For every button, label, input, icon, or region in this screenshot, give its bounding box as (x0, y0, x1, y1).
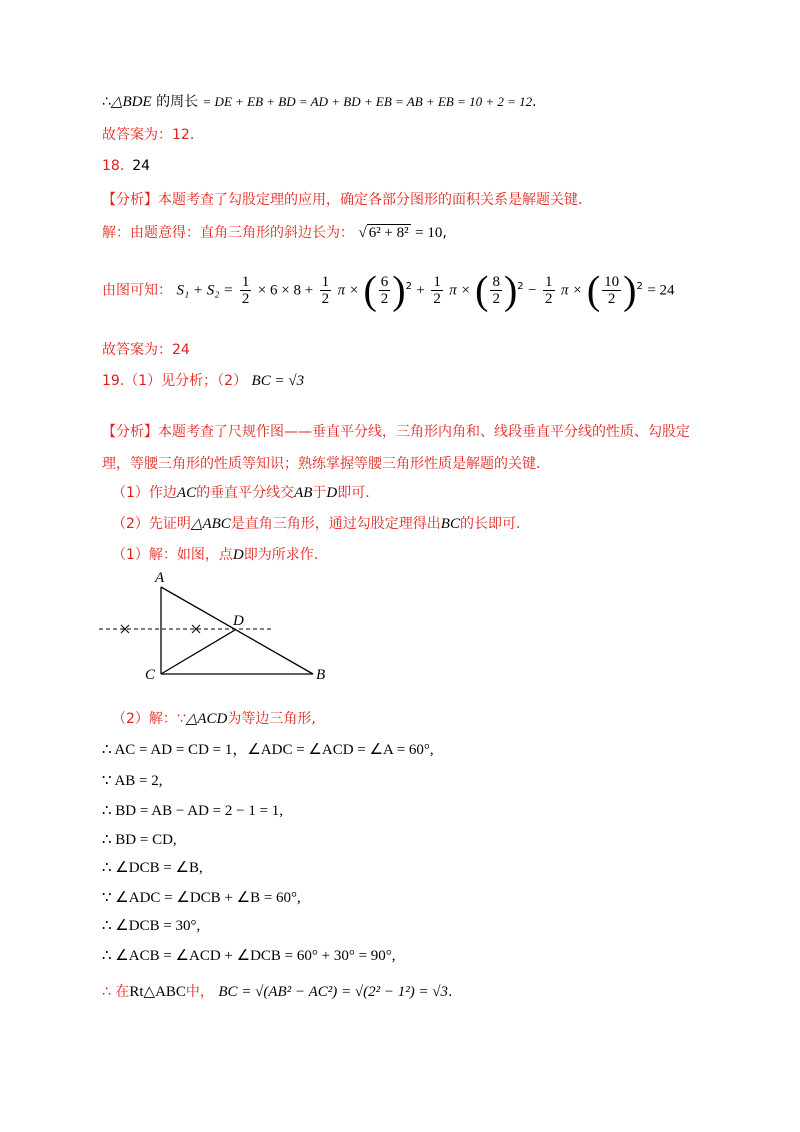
q18-answer: 故答案为：24 (102, 342, 190, 358)
q18-analysis: 【分析】本题考查了勾股定理的应用，确定各部分图形的面积关系是解题关键. (102, 192, 583, 208)
p2-line7: ∴ ∠DCB = 30°, (102, 918, 201, 934)
answer-line-17: 故答案为：12. (102, 127, 195, 143)
p2-line6: ∵ ∠ADC = ∠DCB + ∠B = 60°, (102, 890, 301, 906)
q18-solution: 解：由题意得：直角三角形的斜边长为： √ 6² + 8² = 10, (102, 225, 447, 241)
segment-cd (161, 630, 235, 674)
q19-step1: （1）作边AC的垂直平分线交AB于D即可. (112, 485, 370, 501)
p2-line4: ∴ BD = CD, (102, 832, 177, 848)
p2-line0: （2）解：∵△ACD为等边三角形, (112, 711, 316, 727)
label-b: B (316, 667, 326, 683)
q19-step2: （2）先证明△ABC是直角三角形，通过勾股定理得出BC的长即可. (112, 516, 521, 532)
q19-part1-solution: （1）解：如图，点D即为所求作. (112, 547, 319, 563)
question-19-head: 19.（1）见分析；（2） BC = √3 (102, 373, 305, 389)
label-a: A (155, 570, 165, 586)
p2-line2: ∵ AB = 2, (102, 773, 163, 789)
p2-line8: ∴ ∠ACB = ∠ACD + ∠DCB = 60° + 30° = 90°, (102, 948, 396, 964)
perimeter-line: ∴△BDE 的周长 = DE + EB + BD = AD + BD + EB = AB + EB = 10 + 2 = 12. (102, 94, 537, 110)
label-d: D (233, 613, 244, 629)
p2-line5: ∴ ∠DCB = ∠B, (102, 860, 203, 876)
q18-figure-formula: 由图可知： S₁ + S₂ = $\frac{1}{2}$ × 6 × 8 + $\frac{1}{2}$ π × ( $\frac{6}{2}$ )$^2$ + $\frac{1}{2}$ π × ( $\frac{8}{2}$ )$^2$ − $\frac{1}{2}$ π × ( $\frac{10}{2}$ )$^2$ = 24 (102, 267, 675, 313)
p2-line9: ∴ 在Rt△ABC中， BC = √(AB² − AC²) = √(2² − 1²) = √3. (102, 984, 453, 1000)
question-18-head: 18. 24 (102, 158, 151, 174)
p2-line3: ∴ BD = AB − AD = 2 − 1 = 1, (102, 803, 284, 819)
q19-analysis: 【分析】本题考查了尺规作图——垂直平分线，三角形内角和、线段垂直平分线的性质、勾股定理，等腰三角形的性质等知识；熟练掌握等腰三角形性质是解题的关键. (102, 424, 690, 472)
triangle-figure (95, 565, 345, 690)
label-c: C (145, 667, 156, 683)
p2-line1: ∴ AC = AD = CD = 1，∠ADC = ∠ACD = ∠A = 60°, (102, 742, 434, 758)
